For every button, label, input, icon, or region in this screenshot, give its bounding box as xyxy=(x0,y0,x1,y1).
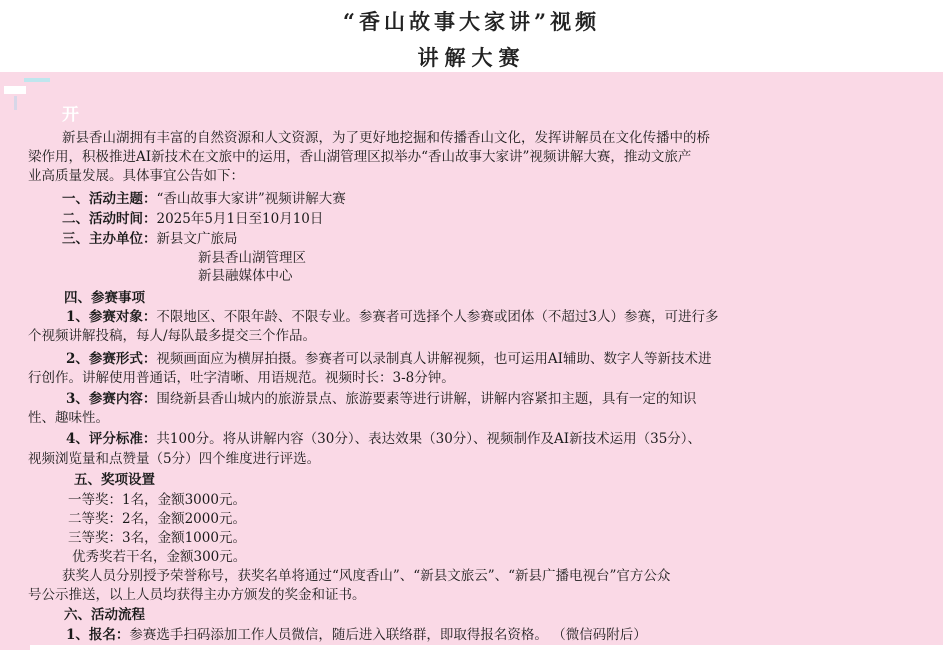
decorative-bar xyxy=(24,78,50,82)
item-participants-line-2: 个视频讲解投稿，每人/每队最多提交三个作品。 xyxy=(28,328,317,344)
prize-excellence: 优秀奖若干名，金额300元。 xyxy=(72,549,247,565)
intro-line-2: 梁作用，积极推进AI新技术在文旅中的运用，香山湖管理区拟举办“香山故事大家讲”视频讲解大赛，推动文旅产 xyxy=(28,149,692,165)
section-4-heading: 四、参赛事项 xyxy=(64,290,145,306)
section-organizer-label: 三、主办单位： xyxy=(62,231,157,247)
section-6-heading: 六、活动流程 xyxy=(64,607,145,623)
section-5-heading: 五、奖项设置 xyxy=(74,472,155,488)
section-organizer xyxy=(62,230,238,249)
section-time-text: 2025年5月1日至10月10日 xyxy=(156,211,324,227)
intro-line-3: 业高质量发展。具体事宜公告如下： xyxy=(28,168,244,184)
award-note-line-2: 号公示推送，以上人员均获得主办方颁发的奖金和证书。 xyxy=(28,587,366,603)
item-registration-label: 1、报名： xyxy=(66,627,130,643)
item-participants-label: 1、参赛对象： xyxy=(66,309,157,325)
header-area xyxy=(0,0,943,72)
item-content xyxy=(66,390,696,409)
item-content-text: 围绕新县香山城内的旅游景点、旅游要素等进行讲解，讲解内容紧扣主题，具有一定的知识 xyxy=(156,391,697,407)
section-time xyxy=(62,210,323,229)
section-theme-text: “香山故事大家讲”视频讲解大赛 xyxy=(156,191,346,207)
decorative-glyph: 开 xyxy=(62,105,79,125)
item-participants xyxy=(66,308,719,327)
item-participants-text: 不限地区、不限年龄、不限专业。参赛者可选择个人参赛或团体（不超过3人）参赛，可进行多 xyxy=(156,309,719,325)
prize-first: 一等奖：1名，金额3000元。 xyxy=(68,492,246,508)
item-scoring-line-2: 视频浏览量和点赞量（5分）四个维度进行评选。 xyxy=(28,451,321,467)
organizer-2: 新县香山湖管理区 xyxy=(198,250,306,266)
title-line-1: “香山故事大家讲”视频 xyxy=(342,9,601,34)
organizer-3: 新县融媒体中心 xyxy=(198,268,293,284)
section-theme-label: 一、活动主题： xyxy=(62,191,157,207)
item-content-line-2: 性、趣味性。 xyxy=(28,410,109,426)
intro-line-1: 新县香山湖拥有丰富的自然资源和人文资源，为了更好地挖掘和传播香山文化，发挥讲解员在文化传播中的桥 xyxy=(62,130,710,146)
decorative-bar xyxy=(4,86,26,94)
item-format-line-2: 行创作。讲解使用普通话，吐字清晰、用语规范。视频时长：3-8分钟。 xyxy=(28,370,455,386)
item-scoring-text: 共100分。将从讲解内容（30分）、表达效果（30分）、视频制作及AI新技术运用（35分）、 xyxy=(156,431,702,447)
award-note-line-1: 获奖人员分别授予荣誉称号，获奖名单将通过“风度香山”、“新县文旅云”、“新县广播电视台”官方公众 xyxy=(62,568,671,584)
item-format-label: 2、参赛形式： xyxy=(66,351,157,367)
section-time-label: 二、活动时间： xyxy=(62,211,157,227)
prize-second: 二等奖：2名，金额2000元。 xyxy=(68,511,246,527)
bottom-strip xyxy=(30,645,943,650)
title-line-2: 讲解大赛 xyxy=(417,45,526,70)
organizer-1: 新县文广旅局 xyxy=(156,231,238,247)
section-theme xyxy=(62,190,346,209)
item-registration-text: 参赛选手扫码添加工作人员微信，随后进入联络群，即取得报名资格。 （微信码附后） xyxy=(129,627,647,643)
item-content-label: 3、参赛内容： xyxy=(66,391,157,407)
item-format xyxy=(66,350,712,369)
item-format-text: 视频画面应为横屏拍摄。参赛者可以录制真人讲解视频，也可运用AI辅助、数字人等新技术进 xyxy=(156,351,712,367)
prize-third: 三等奖：3名，金额1000元。 xyxy=(68,530,246,546)
item-scoring xyxy=(66,430,701,449)
item-registration xyxy=(66,626,647,645)
item-scoring-label: 4、评分标准： xyxy=(66,431,157,447)
decorative-stem xyxy=(14,96,17,110)
